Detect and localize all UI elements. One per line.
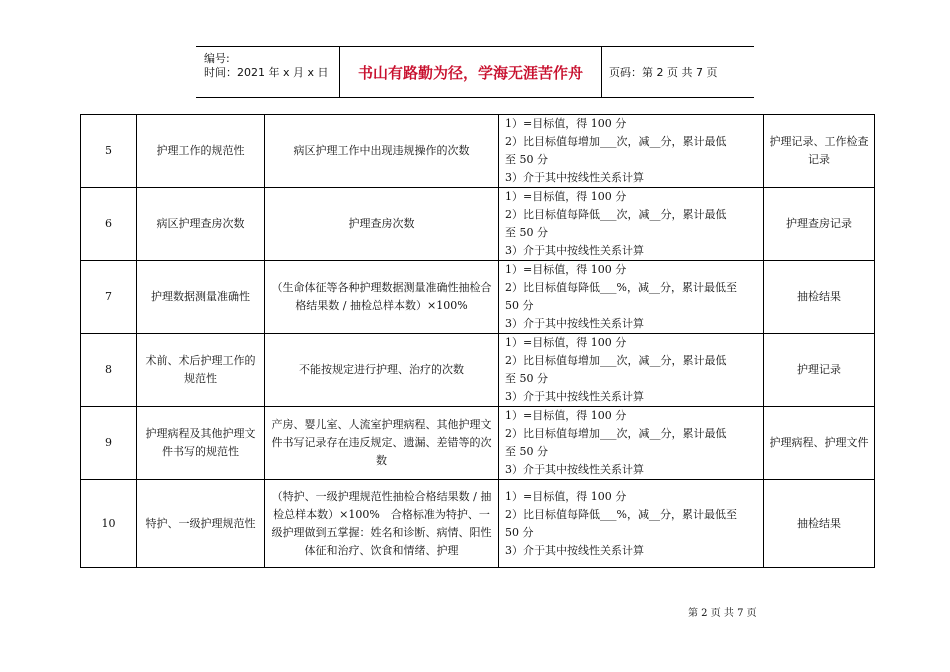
- rule-line: 3）介于其中按线性关系计算: [505, 463, 644, 476]
- indicator-description: （生命体征等各种护理数据测量准确性抽检合格结果数 / 抽检总样本数）×100%: [265, 261, 499, 334]
- code-label: 编号:: [204, 52, 230, 65]
- table-row: [81, 407, 875, 480]
- indicator-name: 护理病程及其他护理文件书写的规范性: [137, 407, 265, 480]
- table-row: [81, 334, 875, 407]
- rule-line: 3）介于其中按线性关系计算: [505, 543, 644, 557]
- motto: 书山有路勤为径，学海无涯苦作舟: [339, 47, 602, 97]
- header-meta: [196, 47, 339, 97]
- scoring-rules: [499, 115, 764, 188]
- rule-line: 2）比目标值每增加___次，减__分，累计最低: [505, 427, 727, 440]
- indicator-name: 护理数据测量准确性: [137, 261, 265, 334]
- rule-line: 1）=目标值，得 100 分: [505, 336, 627, 349]
- rule-line: 3）介于其中按线性关系计算: [505, 244, 644, 257]
- table-row: [81, 188, 875, 261]
- rule-line: 1）=目标值，得 100 分: [505, 409, 627, 422]
- criteria-table: [80, 114, 875, 568]
- page-footer: 第 2 页 共 7 页: [688, 608, 757, 619]
- rule-line: 3）介于其中按线性关系计算: [505, 171, 644, 184]
- rule-line: 50 分: [505, 525, 534, 539]
- rule-line: 2）比目标值每降低___次，减__分，累计最低: [505, 208, 727, 221]
- row-number: 5: [81, 115, 137, 188]
- indicator-description: 产房、婴儿室、人流室护理病程、其他护理文件书写记录存在违反规定、遗漏、差错等的次数: [265, 407, 499, 480]
- rule-line: 1）=目标值，得 100 分: [505, 263, 627, 276]
- indicator-description: 不能按规定进行护理、治疗的次数: [265, 334, 499, 407]
- rule-line: 2）比目标值每增加___次，减__分，累计最低: [505, 354, 727, 367]
- row-number: 9: [81, 407, 137, 480]
- scoring-rules: [499, 261, 764, 334]
- indicator-description: 护理查房次数: [265, 188, 499, 261]
- rule-line: 至 50 分: [505, 445, 548, 458]
- row-number: 6: [81, 188, 137, 261]
- data-source: 抽检结果: [764, 261, 875, 334]
- indicator-description: 病区护理工作中出现违规操作的次数: [265, 115, 499, 188]
- rule-line: 3）介于其中按线性关系计算: [505, 390, 644, 403]
- data-source: 护理查房记录: [764, 188, 875, 261]
- rule-line: 2）比目标值每降低___%，减__分，累计最低至: [505, 507, 737, 521]
- row-number: 8: [81, 334, 137, 407]
- scoring-rules: [499, 188, 764, 261]
- table-row: [81, 480, 875, 568]
- rule-line: 2）比目标值每增加___次，减__分，累计最低: [505, 135, 727, 148]
- page-header: [196, 46, 754, 98]
- rule-line: 1）=目标值，得 100 分: [505, 190, 627, 203]
- indicator-name: 病区护理查房次数: [137, 188, 265, 261]
- rule-line: 至 50 分: [505, 372, 548, 385]
- indicator-description: （特护、一级护理规范性抽检合格结果数 / 抽检总样本数）×100% 合格标准为特护、一级护理做到五掌握：姓名和诊断、病情、阳性体征和治疗、饮食和情绪、护理: [265, 480, 499, 568]
- row-number: 7: [81, 261, 137, 334]
- indicator-name: 护理工作的规范性: [137, 115, 265, 188]
- table-row: [81, 261, 875, 334]
- data-source: 护理病程、护理文件: [764, 407, 875, 480]
- table-row: [81, 115, 875, 188]
- rule-line: 1）=目标值，得 100 分: [505, 117, 627, 130]
- indicator-name: 术前、术后护理工作的规范性: [137, 334, 265, 407]
- scoring-rules: [499, 334, 764, 407]
- rule-line: 至 50 分: [505, 226, 548, 239]
- rule-line: 50 分: [505, 299, 534, 312]
- rule-line: 1）=目标值，得 100 分: [505, 489, 627, 503]
- indicator-name: 特护、一级护理规范性: [137, 480, 265, 568]
- rule-line: 至 50 分: [505, 153, 548, 166]
- rule-line: 2）比目标值每降低___%，减__分，累计最低至: [505, 281, 737, 294]
- rule-line: 3）介于其中按线性关系计算: [505, 317, 644, 330]
- scoring-rules: [499, 407, 764, 480]
- scoring-rules: [499, 480, 764, 568]
- data-source: 护理记录、工作检查记录: [764, 115, 875, 188]
- time-label: 时间：2021 年 x 月 x 日: [204, 66, 329, 79]
- data-source: 抽检结果: [764, 480, 875, 568]
- page-label: 页码：第 2 页 共 7 页: [609, 66, 718, 79]
- row-number: 10: [81, 480, 137, 568]
- data-source: 护理记录: [764, 334, 875, 407]
